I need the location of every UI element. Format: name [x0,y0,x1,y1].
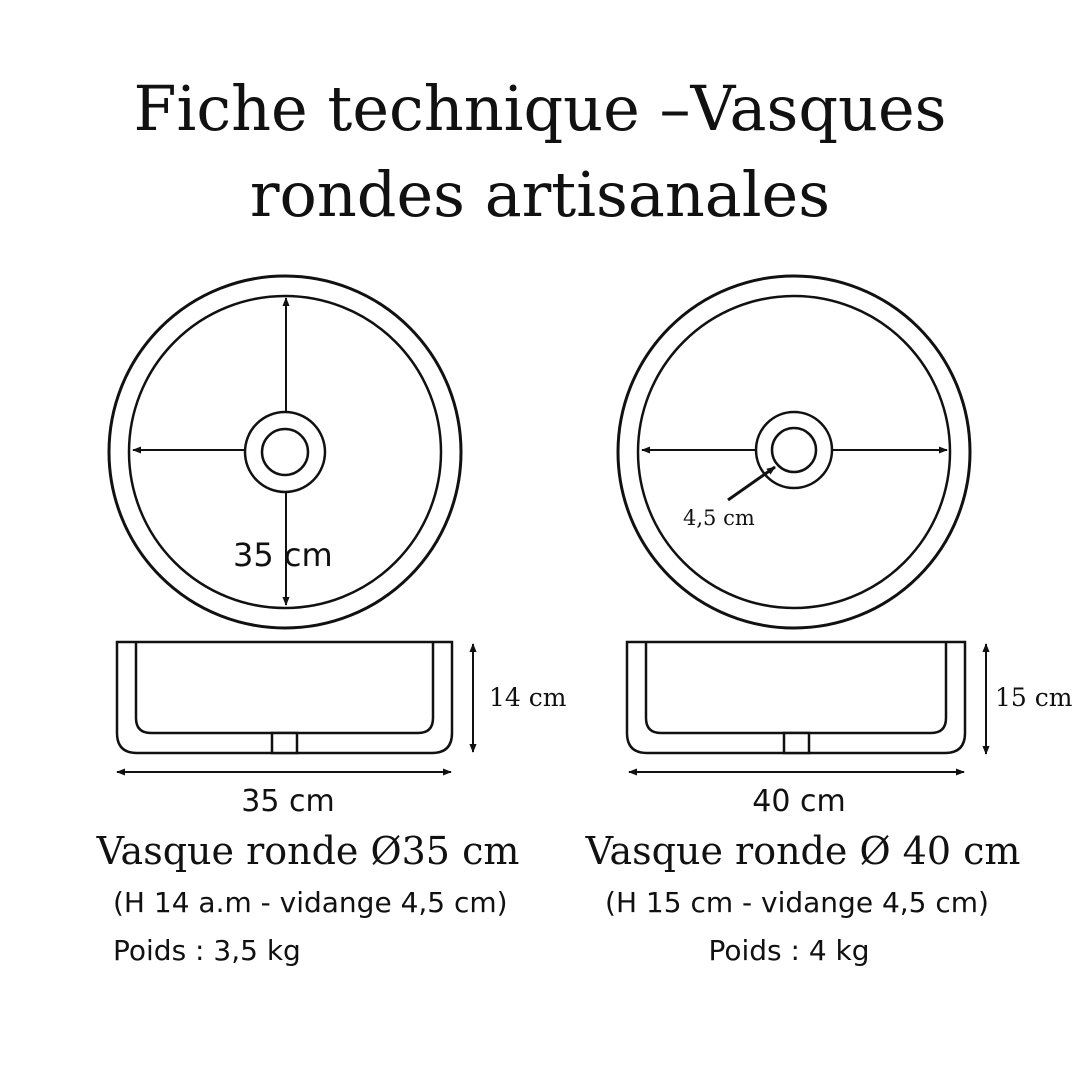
basin-40-drain-label: 4,5 cm [683,506,755,530]
basin-40-weight: Poids : 4 kg [708,934,870,967]
basin-40-drain-pointer [728,467,775,500]
page-title-line-2: rondes artisanales [249,158,831,231]
basin-40-height-label: 15 cm [995,683,1073,712]
basin-35-drain-outlet [272,733,297,753]
basin-40-top-view [618,276,970,628]
basin-40-drain-outer [756,412,832,488]
basin-35-top-view [109,276,461,628]
basin-35-side-view [117,642,473,772]
basin-35-weight: Poids : 3,5 kg [113,934,301,967]
page-title-line-1: Fiche technique –Vasques [133,72,947,145]
basin-40-name: Vasque ronde Ø 40 cm [585,829,1021,873]
basin-35-height-label: 14 cm [489,683,567,712]
basin-35-top-diameter-label-number: 35 cm [233,536,333,574]
basin-35-width-label: 35 cm [241,784,335,819]
basin-40-inner-profile [646,642,946,733]
basin-40-details: (H 15 cm - vidange 4,5 cm) [605,886,989,919]
basin-40-drain-outlet [784,733,809,753]
basin-35-drain-outer [245,412,325,492]
basin-40-width-label: 40 cm [752,784,846,819]
basin-35-inner-profile [136,642,433,733]
basin-35-details: (H 14 a.m - vidange 4,5 cm) [113,886,508,919]
basin-40-side-view [627,642,986,772]
basin-35-name: Vasque ronde Ø35 cm [96,829,520,873]
